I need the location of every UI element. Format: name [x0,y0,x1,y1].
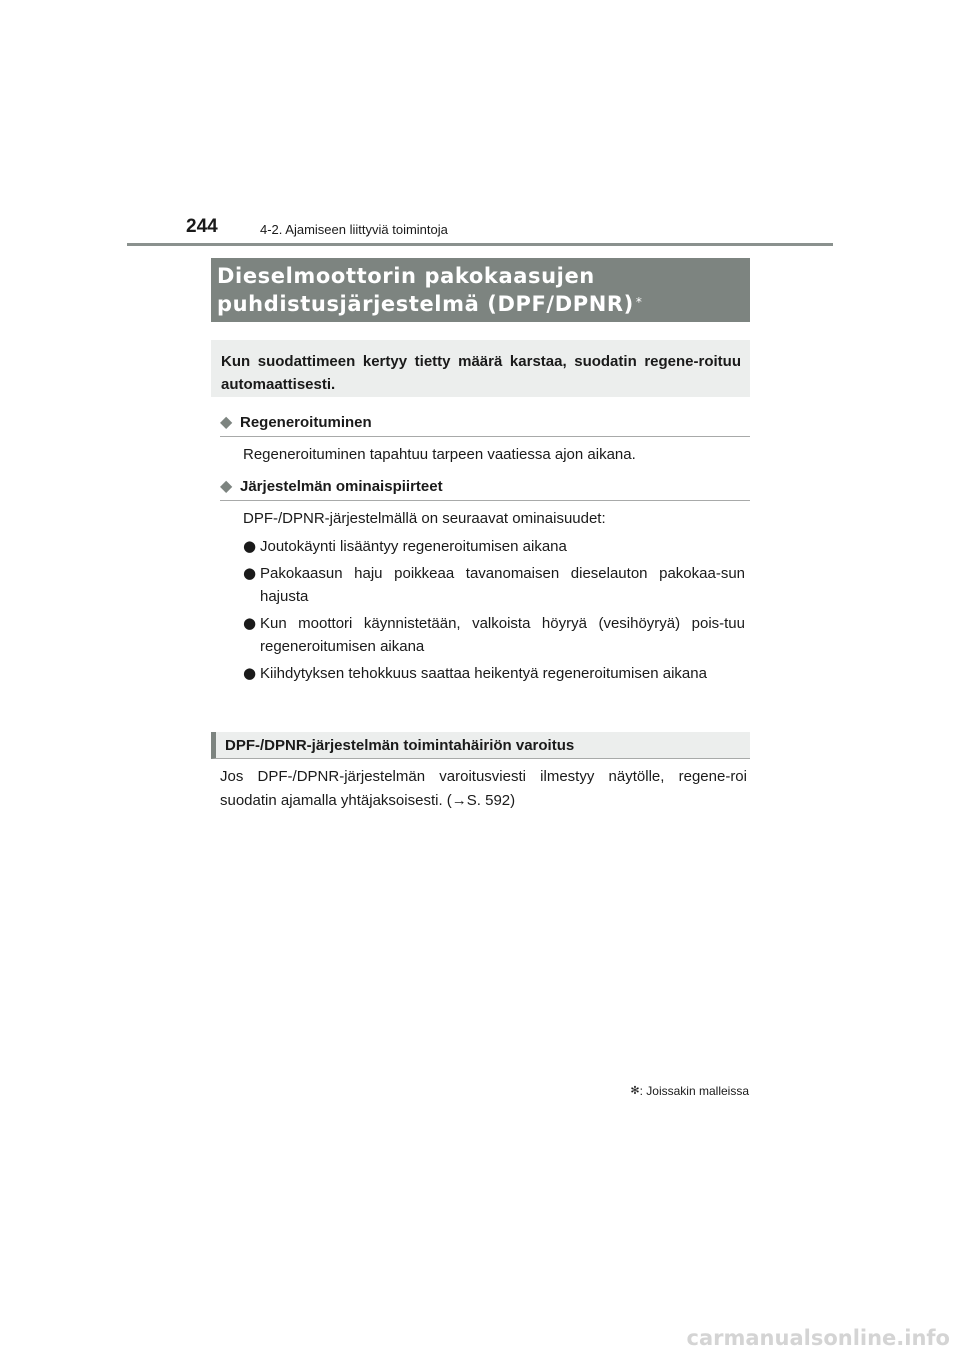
title-line-2 [217,290,750,318]
list-item-text: Pakokaasun haju poikkeaa tavanomaisen dieselauton pakokaa-sun hajusta [260,565,745,605]
warning-body: Jos DPF-/DPNR-järjestelmän varoitusviesti ilmestyy näytölle, regene-roi suodatin ajamalla yhtäjaksoisesti. (→S. 592) [220,768,747,809]
intro-text: Kun suodattimeen kertyy tietty määrä karstaa, suodatin regene-roituu automaattisesti. [221,353,741,393]
bullet-dot-icon: ● [243,564,257,582]
subheading-ominaispiirteet [220,476,750,501]
title-box [211,258,750,322]
intro-box [211,340,750,397]
regeneration-body: Regeneroituminen tapahtuu tarpeen vaatiessa ajon aikana. [243,446,636,463]
list-item [243,535,745,558]
list-item-text: Joutokäynti lisääntyy regeneroitumisen aikana [260,538,567,555]
header-rule [127,243,833,246]
list-item [243,562,745,608]
list-item [243,662,745,685]
title-marker: * [635,295,643,309]
subheading-label: Järjestelmän ominaispiirteet [240,478,443,495]
list-item-text: Kun moottori käynnistetään, valkoista höyryä (vesihöyryä) pois-tuu regeneroitumisen aikana [260,615,745,655]
warning-heading: DPF-/DPNR-järjestelmän toimintahäiriön varoitus [211,732,750,759]
bullet-dot-icon: ● [243,614,257,632]
footnote-text: : Joissakin malleissa [639,1084,749,1098]
list-item [243,612,745,658]
title-line-1: Dieselmoottorin pakokaasujen [217,264,595,288]
diamond-icon: ◆ [220,412,233,431]
bullet-dot-icon: ● [243,537,257,555]
asterisk-icon: ✻ [630,1084,640,1097]
subheading-label: Regeneroituminen [240,414,372,431]
page-number: 244 [186,216,218,237]
footnote [610,1084,749,1098]
watermark: carmanualsonline.info [686,1326,950,1350]
subheading-regeneroituminen [220,412,750,437]
section-header: 4-2. Ajamiseen liittyviä toimintoja [260,222,448,237]
title-line-2-text: puhdistusjärjestelmä (DPF/DPNR) [217,292,634,316]
bullet-dot-icon: ● [243,664,257,682]
list-item-text: Kiihdytyksen tehokkuus saattaa heikentyä regeneroitumisen aikana [260,665,707,682]
diamond-icon: ◆ [220,476,233,495]
features-body: DPF-/DPNR-järjestelmällä on seuraavat ominaisuudet: [243,510,606,527]
